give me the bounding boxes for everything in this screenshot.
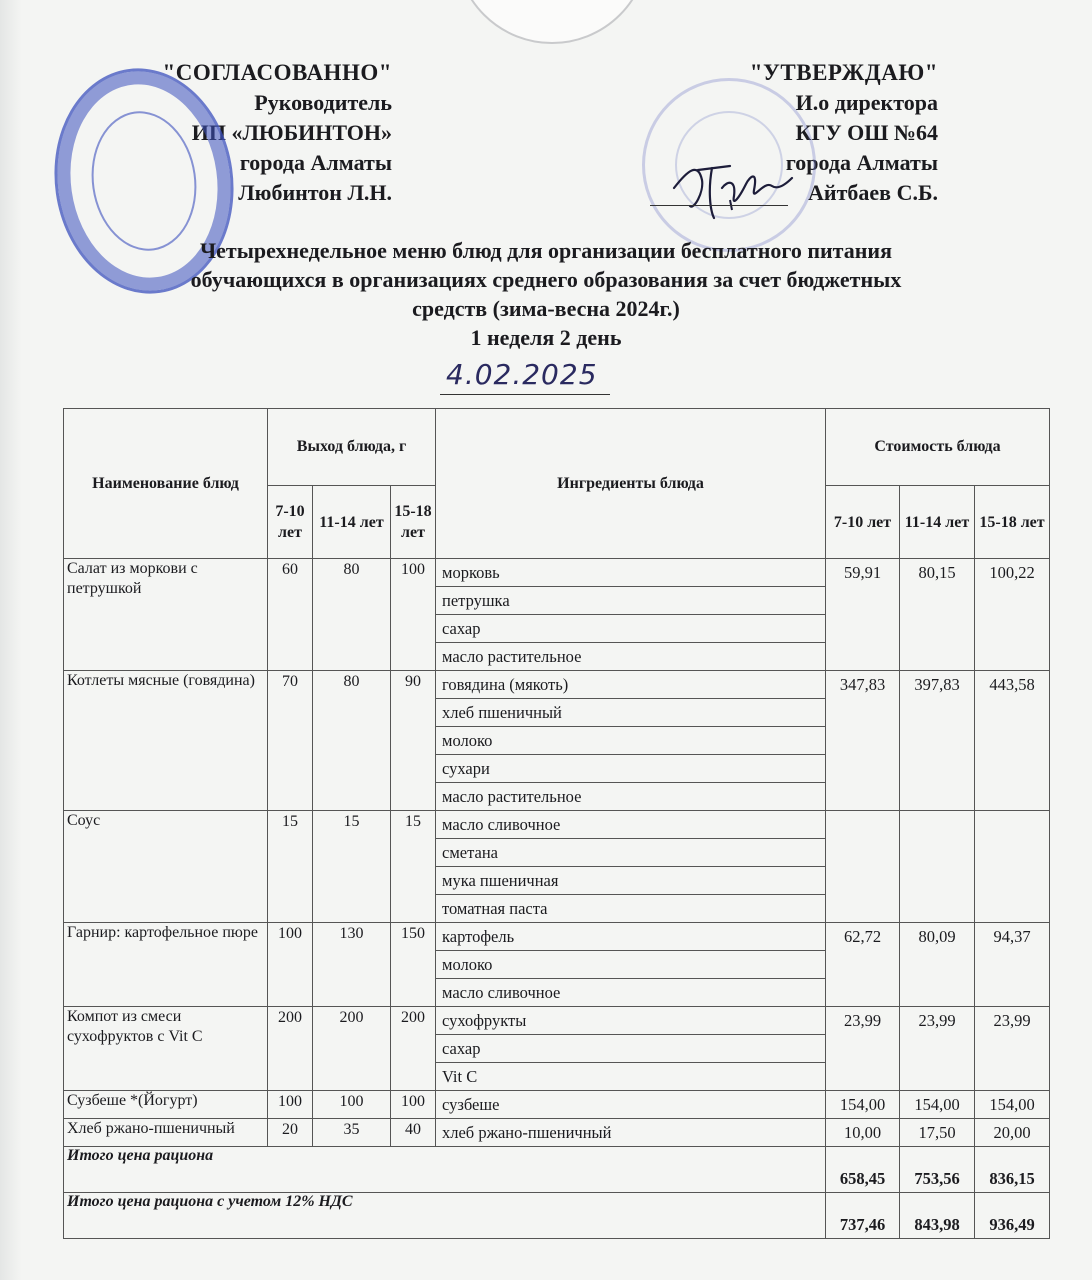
dish-name: Соус <box>64 811 268 923</box>
ingredient-cell: масло растительное <box>436 783 826 811</box>
dish-output: 20 <box>268 1119 313 1147</box>
dish-cost: 397,83 <box>900 671 975 811</box>
dish-output: 100 <box>268 923 313 1007</box>
approval-left-line1: Руководитель <box>254 90 392 115</box>
total-value: 658,45 <box>826 1147 900 1193</box>
dish-cost <box>900 811 975 923</box>
dish-output: 200 <box>391 1007 436 1091</box>
dish-output: 15 <box>268 811 313 923</box>
dish-cost: 10,00 <box>826 1119 900 1147</box>
dish-output: 40 <box>391 1119 436 1147</box>
total-vat-label: Итого цена рациона с учетом 12% НДС <box>64 1193 826 1239</box>
table-row <box>64 671 1050 699</box>
dish-name: Котлеты мясные (говядина) <box>64 671 268 811</box>
punch-hole <box>455 0 649 44</box>
ingredient-cell: сухари <box>436 755 826 783</box>
ingredient-cell: масло сливочное <box>436 979 826 1007</box>
ingredient-cell: хлеб ржано-пшеничный <box>436 1119 826 1147</box>
page-edge-shadow <box>0 0 22 1280</box>
dish-cost: 23,99 <box>975 1007 1050 1091</box>
dish-cost: 154,00 <box>975 1091 1050 1119</box>
dish-output: 150 <box>391 923 436 1007</box>
dish-name: Хлеб ржано-пшеничный <box>64 1119 268 1147</box>
ingredient-cell: сметана <box>436 839 826 867</box>
total-vat-value: 936,49 <box>975 1193 1050 1239</box>
dish-name: Салат из моркови с петрушкой <box>64 559 268 671</box>
dish-output: 60 <box>268 559 313 671</box>
document-title <box>100 236 992 352</box>
table-row <box>64 811 1050 839</box>
ingredient-cell: хлеб пшеничный <box>436 699 826 727</box>
dish-output: 35 <box>313 1119 391 1147</box>
title-line4: 1 неделя 2 день <box>470 325 622 350</box>
ingredient-cell: петрушка <box>436 587 826 615</box>
dish-cost: 80,09 <box>900 923 975 1007</box>
dish-output: 80 <box>313 671 391 811</box>
date-underline <box>440 394 610 395</box>
table-row <box>64 923 1050 951</box>
header-output-age: 15-18 лет <box>391 486 436 559</box>
ingredient-cell: сузбеше <box>436 1091 826 1119</box>
title-line3: средств (зима-весна 2024г.) <box>412 296 680 321</box>
dish-cost: 80,15 <box>900 559 975 671</box>
dish-output: 100 <box>391 1091 436 1119</box>
approval-right-line4: Айтбаев С.Б. <box>808 180 938 205</box>
dish-output: 100 <box>268 1091 313 1119</box>
header-output-age: 7-10 лет <box>268 486 313 559</box>
dish-output: 90 <box>391 671 436 811</box>
total-vat-value: 737,46 <box>826 1193 900 1239</box>
dish-name: Сузбеше *(Йогурт) <box>64 1091 268 1119</box>
dish-cost: 154,00 <box>900 1091 975 1119</box>
dish-cost: 20,00 <box>975 1119 1050 1147</box>
ingredient-cell: картофель <box>436 923 826 951</box>
approval-right-line2: КГУ ОШ №64 <box>795 120 938 145</box>
header-cost-age: 7-10 лет <box>826 486 900 559</box>
menu-table <box>63 408 1050 1239</box>
approval-right-line1: И.о директора <box>795 90 938 115</box>
ingredient-cell: морковь <box>436 559 826 587</box>
dish-cost: 100,22 <box>975 559 1050 671</box>
dish-cost: 62,72 <box>826 923 900 1007</box>
dish-cost <box>826 811 900 923</box>
total-value: 836,15 <box>975 1147 1050 1193</box>
dish-cost: 23,99 <box>826 1007 900 1091</box>
handwritten-date <box>440 358 610 400</box>
ingredient-cell: масло сливочное <box>436 811 826 839</box>
approval-left-line4: Любинтон Л.Н. <box>238 180 392 205</box>
total-value: 753,56 <box>900 1147 975 1193</box>
ingredient-cell: Vit C <box>436 1063 826 1091</box>
ingredient-cell: сахар <box>436 615 826 643</box>
total-vat-row <box>64 1193 1050 1239</box>
dish-cost <box>975 811 1050 923</box>
dish-cost: 443,58 <box>975 671 1050 811</box>
ingredient-cell: молоко <box>436 727 826 755</box>
approval-right-line3: города Алматы <box>785 150 938 175</box>
dish-output: 15 <box>313 811 391 923</box>
table-header-row <box>64 409 1050 486</box>
dish-output: 70 <box>268 671 313 811</box>
title-line1: Четырехнедельное меню блюд для организации бесплатного питания <box>199 238 892 263</box>
signature-line <box>650 205 788 206</box>
table-row <box>64 1007 1050 1035</box>
dish-output: 100 <box>313 1091 391 1119</box>
approval-left-line2: ИП «ЛЮБИНТОН» <box>191 120 392 145</box>
dish-output: 80 <box>313 559 391 671</box>
total-row <box>64 1147 1050 1193</box>
header-output: Выход блюда, г <box>268 409 436 486</box>
dish-name: Гарнир: картофельное пюре <box>64 923 268 1007</box>
ingredient-cell: говядина (мякоть) <box>436 671 826 699</box>
handwritten-date-text: 4.02.2025 <box>446 358 598 391</box>
dish-output: 200 <box>313 1007 391 1091</box>
dish-cost: 17,50 <box>900 1119 975 1147</box>
handwritten-signature <box>668 140 798 230</box>
header-cost-age: 15-18 лет <box>975 486 1050 559</box>
dish-cost: 347,83 <box>826 671 900 811</box>
approval-left-line3: города Алматы <box>239 150 392 175</box>
header-output-age: 11-14 лет <box>313 486 391 559</box>
ingredient-cell: молоко <box>436 951 826 979</box>
table-row <box>64 559 1050 587</box>
menu-table-body <box>64 559 1050 1147</box>
dish-name: Компот из смеси сухофруктов с Vit C <box>64 1007 268 1091</box>
total-label: Итого цена рациона <box>64 1147 826 1193</box>
title-line2: обучающихся в организациях среднего образования за счет бюджетных <box>190 267 902 292</box>
header-cost: Стоимость блюда <box>826 409 1050 486</box>
ingredient-cell: томатная паста <box>436 895 826 923</box>
table-row <box>64 1091 1050 1119</box>
ingredient-cell: мука пшеничная <box>436 867 826 895</box>
approval-right-heading: "УТВЕРЖДАЮ" <box>749 60 938 85</box>
ingredient-cell: сахар <box>436 1035 826 1063</box>
dish-cost: 23,99 <box>900 1007 975 1091</box>
table-row <box>64 1119 1050 1147</box>
total-vat-value: 843,98 <box>900 1193 975 1239</box>
dish-cost: 59,91 <box>826 559 900 671</box>
approval-left-heading: "СОГЛАСОВАННО" <box>162 60 392 85</box>
header-dish-name: Наименование блюд <box>64 409 268 559</box>
dish-output: 100 <box>391 559 436 671</box>
dish-output: 15 <box>391 811 436 923</box>
dish-cost: 154,00 <box>826 1091 900 1119</box>
ingredient-cell: сухофрукты <box>436 1007 826 1035</box>
header-cost-age: 11-14 лет <box>900 486 975 559</box>
seal-inner-ring <box>83 104 205 257</box>
dish-output: 200 <box>268 1007 313 1091</box>
ingredient-cell: масло растительное <box>436 643 826 671</box>
dish-cost: 94,37 <box>975 923 1050 1007</box>
dish-output: 130 <box>313 923 391 1007</box>
header-ingredients: Ингредиенты блюда <box>436 409 826 559</box>
